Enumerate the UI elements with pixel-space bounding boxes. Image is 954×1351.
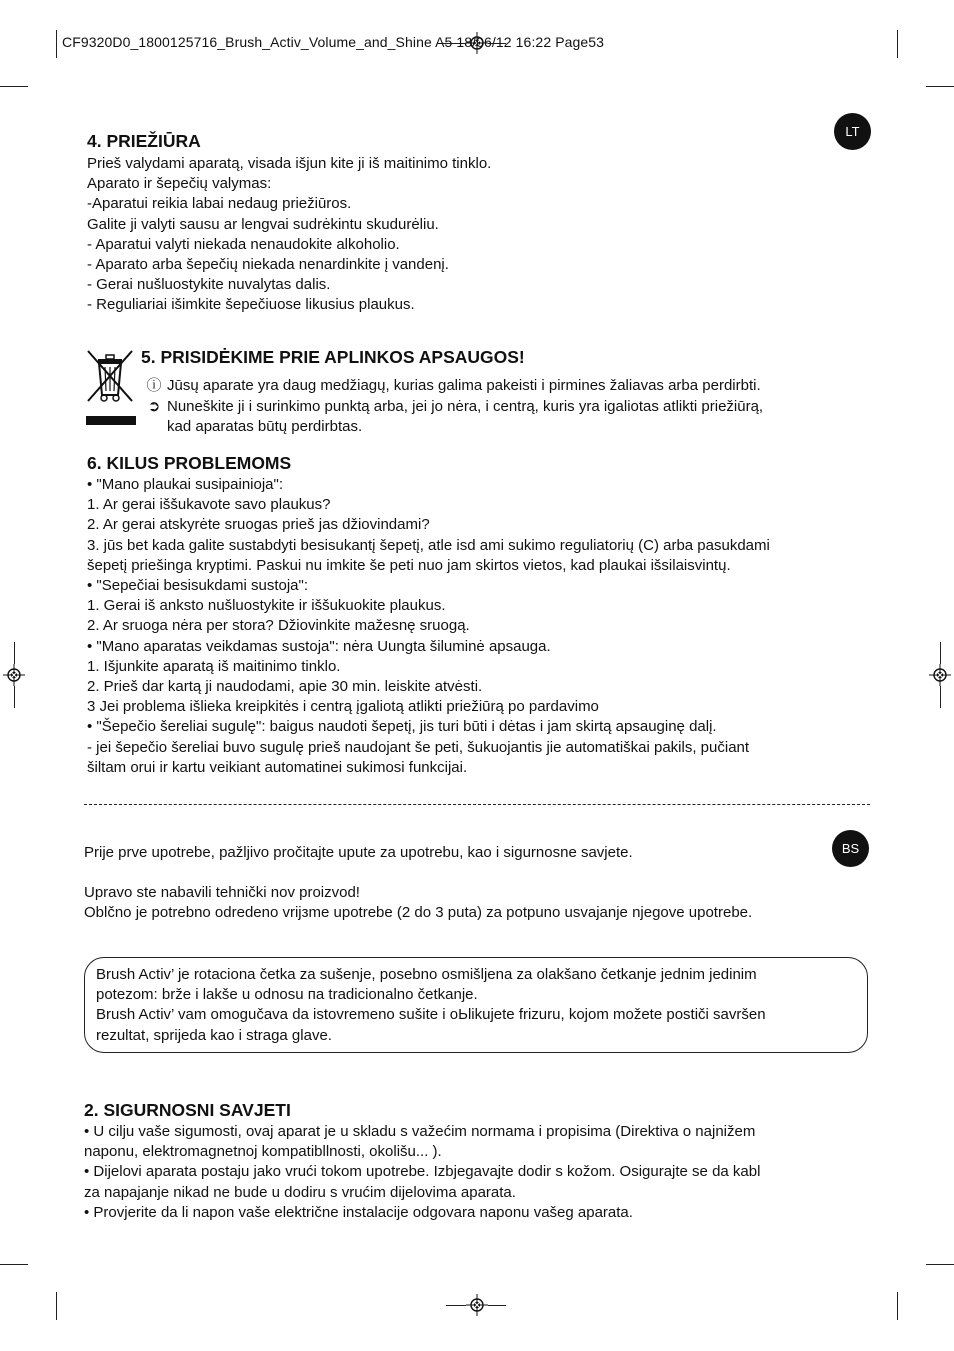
crop-mark (56, 30, 57, 58)
info-icon: ⓘ (146, 377, 162, 394)
text-line: - Aparatui valyti niekada nenaudokite alkoholio. (87, 235, 400, 253)
registration-line (14, 686, 15, 708)
text-line: 2. Prieš dar kartą ji naudodami, apie 30 min. leiskite atvėsti. (87, 678, 483, 696)
text-line: • Dijelovi aparata postaju jako vrući tokom upotrebe. Izbjegavajte dodir s kožom. Osigurajte se da kabl (84, 1163, 761, 1181)
text-line: • "Šepečio šereliai sugulę": baigus naudoti šepetį, jis turi būti i dėtas i jam skirtą apsauginę dalį. (87, 718, 717, 736)
registration-line (940, 686, 941, 708)
text-line: • U cilju vaše sigumosti, ovaj aparat je u skladu s važećim normama i propisima (Direktiva o najnižem (84, 1123, 756, 1140)
text-line: Galite ji valyti sausu ar lengvai sudrėkintu skudurėliu. (87, 215, 439, 233)
crop-mark (926, 86, 954, 87)
text-line: - jei šepečio šereliai buvo sugulę prieš naudojant še peti, šukuojantis jie automatiškai pakils, pučiant (87, 738, 750, 756)
text-line: • "Sepečiai besisukdami sustoja": (87, 577, 309, 595)
text-line: • "Mano aparatas veikdamas sustoja": nėra Uungta šiluminė apsauga. (87, 637, 551, 655)
section-heading-care: 4. PRIEŽIŪRA (87, 131, 201, 151)
language-badge-lt: LT (834, 113, 871, 150)
text-line: Nuneškite ji i surinkimo punktą arba, jei jo nėra, i centrą, kuris yra igaliotas atlikti priežiūrą, (167, 398, 764, 415)
care-text (87, 154, 491, 316)
language-badge-bs: BS (832, 830, 869, 867)
text-line: 2. Ar sruoga nėra per stora? Džiovinkite mažesnę sruogą. (87, 617, 470, 635)
registration-mark-icon (929, 664, 951, 686)
text-line: - Aparato arba šepečių niekada nenardinkite į vandenį. (87, 256, 449, 274)
crop-mark (0, 1264, 28, 1265)
safety-text (84, 1122, 760, 1223)
section-heading-safety: 2. SIGURNOSNI SAVJETI (84, 1100, 291, 1120)
text-line: - Reguliariai išimkite šepečiuose likusius plaukus. (87, 296, 415, 314)
text-line: Brush Activ’ vam omogučava da istovremeno sušite i oЬlikujete frizuru, kojom možete postiči savršen (96, 1006, 766, 1024)
section-heading-environment: 5. PRISIDĖKIME PRIE APLINKOS APSAUGOS! (141, 347, 525, 367)
registration-mark-icon (3, 664, 25, 686)
product-description-box (84, 957, 868, 1053)
text-line: za napajanje nikad ne bude u dodiru s vrućim dijelovima aparata. (84, 1183, 516, 1201)
text-line: Upravo ste nabavili tehnički nov proizvod! (84, 884, 360, 901)
text-line: 1. Išjunkite aparatą iš maitinimo tinklo. (87, 657, 341, 675)
text-line: Aparato ir šepečių valymas: (87, 175, 272, 193)
info-text: Jūsų aparate yra daug medžiagų, kurias galima pakeisti i pirmines žaliavas arba perdirbti. (167, 377, 761, 394)
arrow-right-icon: ➲ (147, 398, 161, 415)
cut-line-divider (84, 804, 870, 805)
bs-intro-product (84, 883, 752, 923)
crop-mark (926, 1264, 954, 1265)
text-line: 1. Ar gerai iššukavote savo plaukus? (87, 496, 331, 514)
text-line: 2. Ar gerai atskyrėte sruogas prieš jas džiovindami? (87, 516, 430, 534)
text-line: Brush Activ’ je rotaciona četka za sušenje, posebno osmišljena za olakšano četkanje jednim jedinim (96, 966, 757, 983)
crop-mark (56, 1292, 57, 1320)
text-line: šiltam orui ir kartu veikiant automatinei sukimosi funkcijai. (87, 758, 468, 776)
crop-mark (897, 30, 898, 58)
text-line: 3. jūs bet kada galite sustabdyti besisukantį šepetį, atle isd ami sukimo reguliatorių (C) arba pasukdami (87, 536, 770, 554)
problems-text (87, 475, 770, 778)
text-line: • Provjerite da li napon vaše električne instalacije odgovara naponu vašeg aparata. (84, 1203, 633, 1221)
registration-line (446, 1305, 466, 1306)
text-line: rezultat, sprijeda kao i straga glave. (96, 1026, 332, 1044)
text-line: • "Mano plaukai susipainioja": (87, 476, 284, 493)
registration-line (488, 1305, 506, 1306)
text-line: Prije prve upotrebe, pažljivo pročitajte upute za upotrebu, kao i sigurnosne savjete. (84, 844, 633, 861)
registration-line (940, 642, 941, 664)
registration-mark-icon (466, 1294, 488, 1316)
text-line: Oblčno je potrebno odredeno vrijзme upotrebe (2 do 3 puta) za potpuno usvajanje njegove upotrebe. (84, 904, 753, 922)
crop-mark (0, 86, 28, 87)
bs-intro (84, 843, 633, 863)
text-line: 3 Jei problema išlieka kreipkitės i centrą įgaliotą atlikti priežiūrą po pardavimo (87, 698, 599, 716)
text-line: potezom: brže i lakše u odnosu пa tradicionalno četkanje. (96, 986, 478, 1004)
text-line: Prieš valydami aparatą, visada išjun kite ji iš maitinimo tinklo. (87, 155, 492, 172)
text-line: 1. Gerai iš anksto nušluostykite ir iššukuokite plaukus. (87, 597, 446, 615)
section-heading-problems: 6. KILUS PROBLEMOMS (87, 453, 292, 473)
text-line: -Aparatui reikia labai nedaug priežiūros. (87, 195, 352, 213)
text-line: šepetį priešinga kryptimi. Paskui nu imkite še peti nuo jam skirtos vietos, kad plaukai išsilaisvintų. (87, 556, 731, 574)
weee-bar (86, 416, 136, 425)
text-line: - Gerai nušluostykite nuvalytas dalis. (87, 276, 331, 294)
crop-mark (897, 1292, 898, 1320)
crossed-out-wheelie-bin-icon (84, 347, 138, 405)
print-slug: CF9320D0_1800125716_Brush_Activ_Volume_and_Shine A5 18/06/12 16:22 Page53 (62, 34, 605, 50)
box-text (96, 965, 766, 1046)
text-line: kad aparatas būtų perdirbtas. (167, 418, 363, 436)
text-line: naponu, elektromagnetnoj kompatibllnosti, okolišu... ). (84, 1143, 442, 1161)
registration-line (14, 642, 15, 664)
